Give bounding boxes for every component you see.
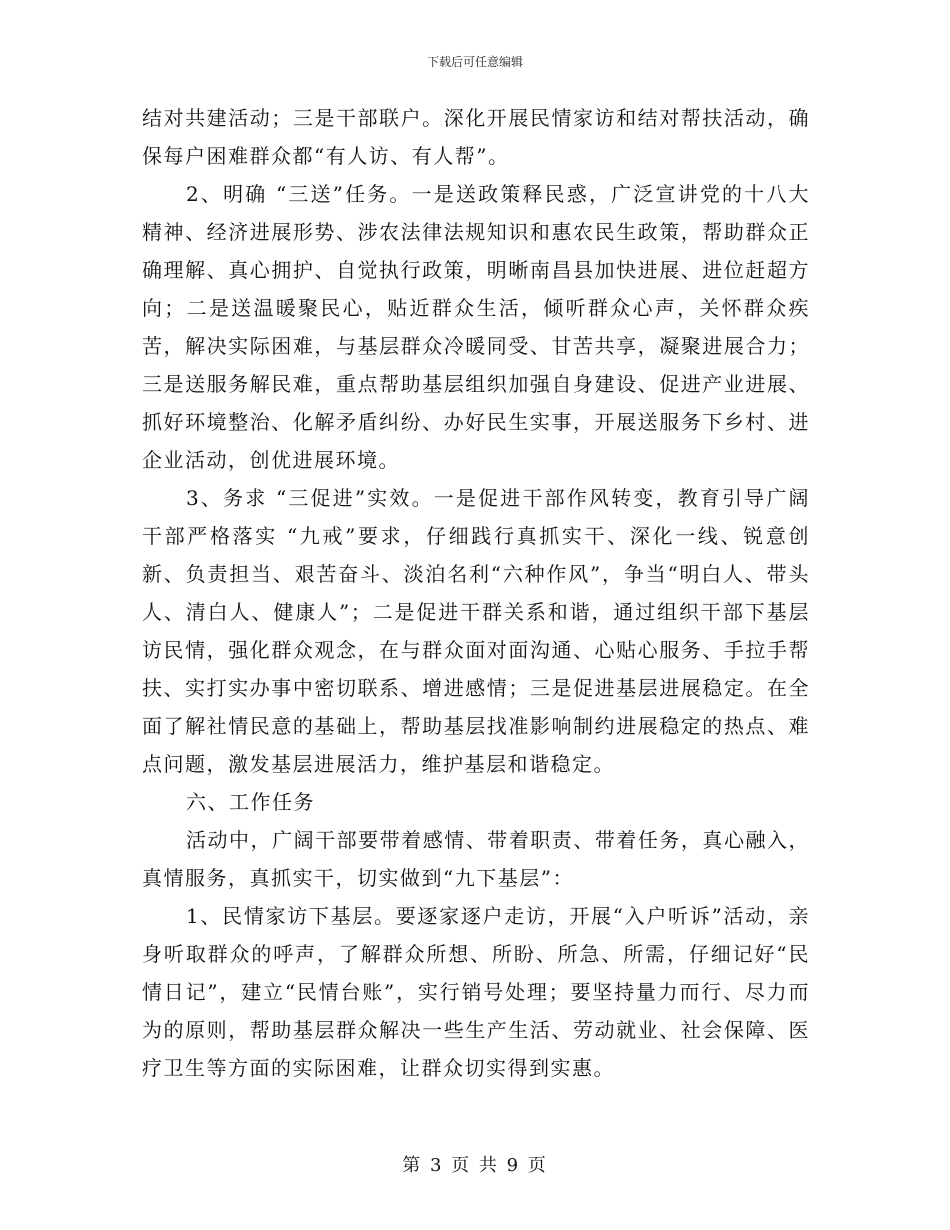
section-heading-work-tasks: 六、工作任务 — [186, 790, 315, 814]
paragraph-nine-grassroots: 活动中，广阔干部要带着感情、带着职责、带着任务，真心融入，真情服务，真抓实干，切实做到“九下基层”： — [142, 828, 810, 890]
paragraph-three-promotions: 3、务求 “三促进”实效。一是促进干部作风转变，教育引导广阔干部严格落实 “九戒”要求，仔细践行真抓实干、深化一线、锐意创新、负责担当、艰苦奋斗、淡泊名利“六种作风”，争当“明白人、带头人、清白人、健康人”；二是促进干群关系和谐，通过组织干部下基层访民情，强化群众观念，在与群众面对面沟通、心贴心服务、手拉手帮扶、实打实办事中密切联系、增进感情；三是促进基层进展稳定。在全面了解社情民意的基础上，帮助基层找准影响制约进展稳定的热点、难点问题，激发基层进展活力，维护基层和谐稳定。 — [142, 486, 810, 776]
page-header-note: 下载后可任意编辑 — [426, 55, 523, 69]
document-body — [142, 99, 810, 1087]
paragraph-continuation: 结对共建活动；三是干部联户。深化开展民情家访和结对帮扶活动，确保每户困难群众都“有人访、有人帮”。 — [142, 106, 810, 168]
paragraph-home-visits: 1、民情家访下基层。要逐家逐户走访，开展“入户听诉”活动，亲身听取群众的呼声，了解群众所想、所盼、所急、所需，仔细记好“民情日记”，建立“民情台账”，实行销号处理；要坚持量力而行、尽力而为的原则，帮助基层群众解决一些生产生活、劳动就业、社会保障、医疗卫生等方面的实际困难，让群众切实得到实惠。 — [142, 904, 810, 1080]
paragraph-three-sends: 2、明确 “三送”任务。一是送政策释民惑，广泛宣讲党的十八大精神、经济进展形势、涉农法律法规知识和惠农民生政策，帮助群众正确理解、真心拥护、自觉执行政策，明晰南昌县加快进展、进位赶超方向；二是送温暖聚民心，贴近群众生活，倾听群众心声，关怀群众疾苦，解决实际困难，与基层群众冷暖同受、甘苦共享，凝聚进展合力；三是送服务解民难，重点帮助基层组织加强自身建设、促进产业进展、抓好环境整治、化解矛盾纠纷、办好民生实事，开展送服务下乡村、进企业活动，创优进展环境。 — [142, 182, 810, 472]
page-number: 第 3 页 共 9 页 — [402, 1155, 548, 1176]
